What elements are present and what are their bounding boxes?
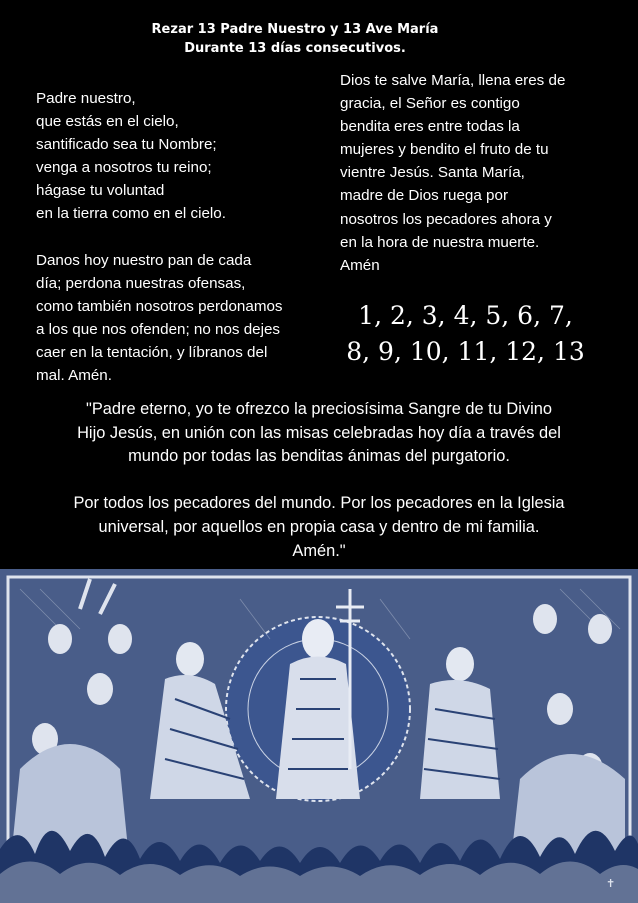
engraving-illustration <box>0 569 638 903</box>
svg-text:✝: ✝ <box>606 877 616 890</box>
day-counter: 1, 2, 3, 4, 5, 6, 7, 8, 9, 10, 11, 12, 13 <box>346 301 585 366</box>
our-father-prayer: Padre nuestro, que estás en el cielo, santificado sea tu Nombre; venga a nosotros tu reino; hágase tu voluntad en la tierra como en el cielo. Danos hoy nuestro pan de cada día; perdona nuestras ofensas, como también nosotros perdonamos a los que nos ofenden; no nos dejes caer en la tentación, y líbranos del mal. Amén. <box>36 90 283 385</box>
purgatory-engraving <box>0 569 638 903</box>
header-duration: Durante 13 días consecutivos. <box>184 41 406 56</box>
offering-prayer: "Padre eterno, yo te ofrezco la preciosísima Sangre de tu Divino Hijo Jesús, en unión con las misas celebradas hoy día a través del mundo por todas las benditas ánimas del purgatorio. Por todos los pecadores del mundo. Por los pecadores en la Iglesia universal, por aquellos en propia casa y dentro de mi familia. Amén." <box>73 400 565 560</box>
hail-mary-prayer: Dios te salve María, llena eres de gracia, el Señor es contigo bendita eres entre todas la mujeres y bendito el fruto de tu vientre Jesús. Santa María, madre de Dios ruega por nosotros los pecadores ahora y en la hora de nuestra muerte. Amén <box>340 72 566 274</box>
header-instruction: Rezar 13 Padre Nuestro y 13 Ave María <box>151 22 439 37</box>
page-header <box>150 20 440 58</box>
